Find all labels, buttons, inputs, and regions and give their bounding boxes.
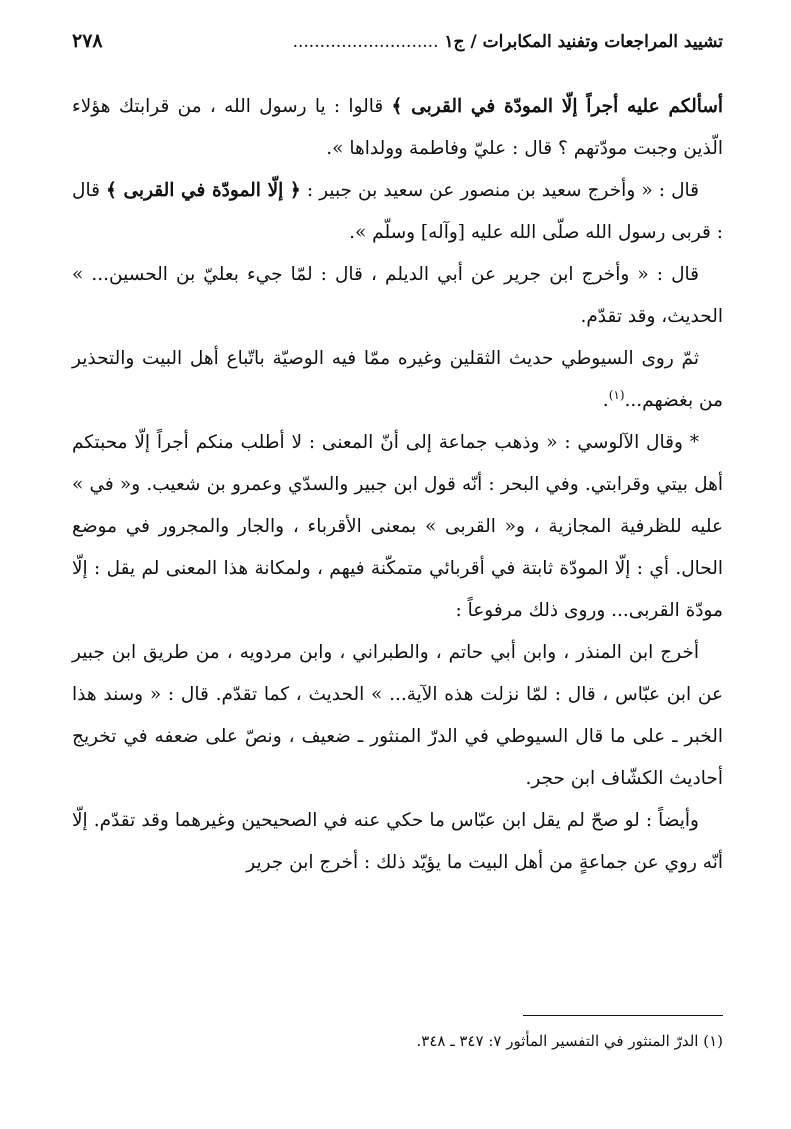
paragraph-text: قالوا : يا رسول الله ، من قرابتك هؤلاء الّذين وجبت مودّتهم ؟ قال : عليّ وفاطمة وولداها ». [72, 96, 723, 159]
paragraph-text: أخرج ابن المنذر ، وابن أبي حاتم ، والطبراني ، وابن مردويه ، من طريق ابن جبير عن ابن عبّاس ، قال : لمّا نزلت هذه الآية... » الحديث ، كما تقدّم. قال : « وسند هذا الخبر ـ على ما قال السيوطي في الدرّ المنثور ـ ضعيف ، ونصّ على ضعفه في تخريج أحاديث الكشّاف ابن حجر. [72, 642, 723, 789]
paragraph [72, 86, 723, 170]
paragraph [72, 800, 723, 884]
footnote: (١) الدرّ المنثور في التفسير المأثور ٧: ٣٤٧ ـ ٣٤٨. [416, 1032, 723, 1050]
paragraph-text: قال : قربى رسول الله صلّى الله عليه [وآله] وسلّم ». [72, 180, 723, 243]
quran-quote: ﴿ إلّا المودّة في القربى ﴾ [106, 180, 301, 201]
header-dots: ........................... [292, 32, 439, 52]
paragraph-text: قال : « وأخرج ابن جرير عن أبي الديلم ، قال : لمّا جيء بعليّ بن الحسين... » الحديث، وقد تقدّم. [72, 264, 723, 327]
book-title: تشييد المراجعات وتفنيد المكابرات / ج١ [444, 32, 723, 52]
paragraph-text: * وقال الآلوسي : « وذهب جماعة إلى أنّ المعنى : لا أطلب منكم أجراً إلّا محبتكم أهل بيتي وقرابتي. وفي البحر : أنّه قول ابن جبير والسدّي وعمرو بن شعيب. و« في » عليه للظرفية المجازية ، و« القربى » بمعنى الأقرباء ، والجار والمجرور في موضع الحال. أي : إلّا المودّة ثابتة في أقربائي متمكّنة فيهم ، ولمكانة هذا المعنى لم يقل : إلّا مودّة القربى... وروى ذلك مرفوعاً : [72, 432, 723, 621]
footnote-ref: (١) [608, 387, 625, 402]
header-title [293, 32, 723, 52]
paragraph [72, 170, 723, 254]
paragraph-text: ثمّ روى السيوطي حديث الثقلين وغيره ممّا فيه الوصيّة باتّباع أهل البيت والتحذير من بغضهم... [72, 348, 723, 411]
paragraph [72, 422, 723, 632]
footnote-divider [523, 1015, 723, 1016]
paragraph-tail: . [602, 390, 609, 411]
paragraph-text: وأيضاً : لو صحّ لم يقل ابن عبّاس ما حكي عنه في الصحيحين وغيرهما وقد تقدّم. إلّا أنّه روي عن جماعةٍ من أهل البيت ما يؤيّد ذلك : أخرج ابن جرير [72, 810, 723, 873]
paragraph [72, 338, 723, 422]
main-text [72, 86, 723, 884]
quran-quote: أسألكم عليه أجراً إلّا المودّة في القربى ﴾ [391, 96, 723, 117]
page-number: ٢٧٨ [72, 30, 103, 52]
paragraph [72, 254, 723, 338]
paragraph [72, 632, 723, 800]
paragraph-lead: قال : « وأخرج سعيد بن منصور عن سعيد بن جبير : [300, 180, 699, 201]
running-header [72, 30, 723, 68]
